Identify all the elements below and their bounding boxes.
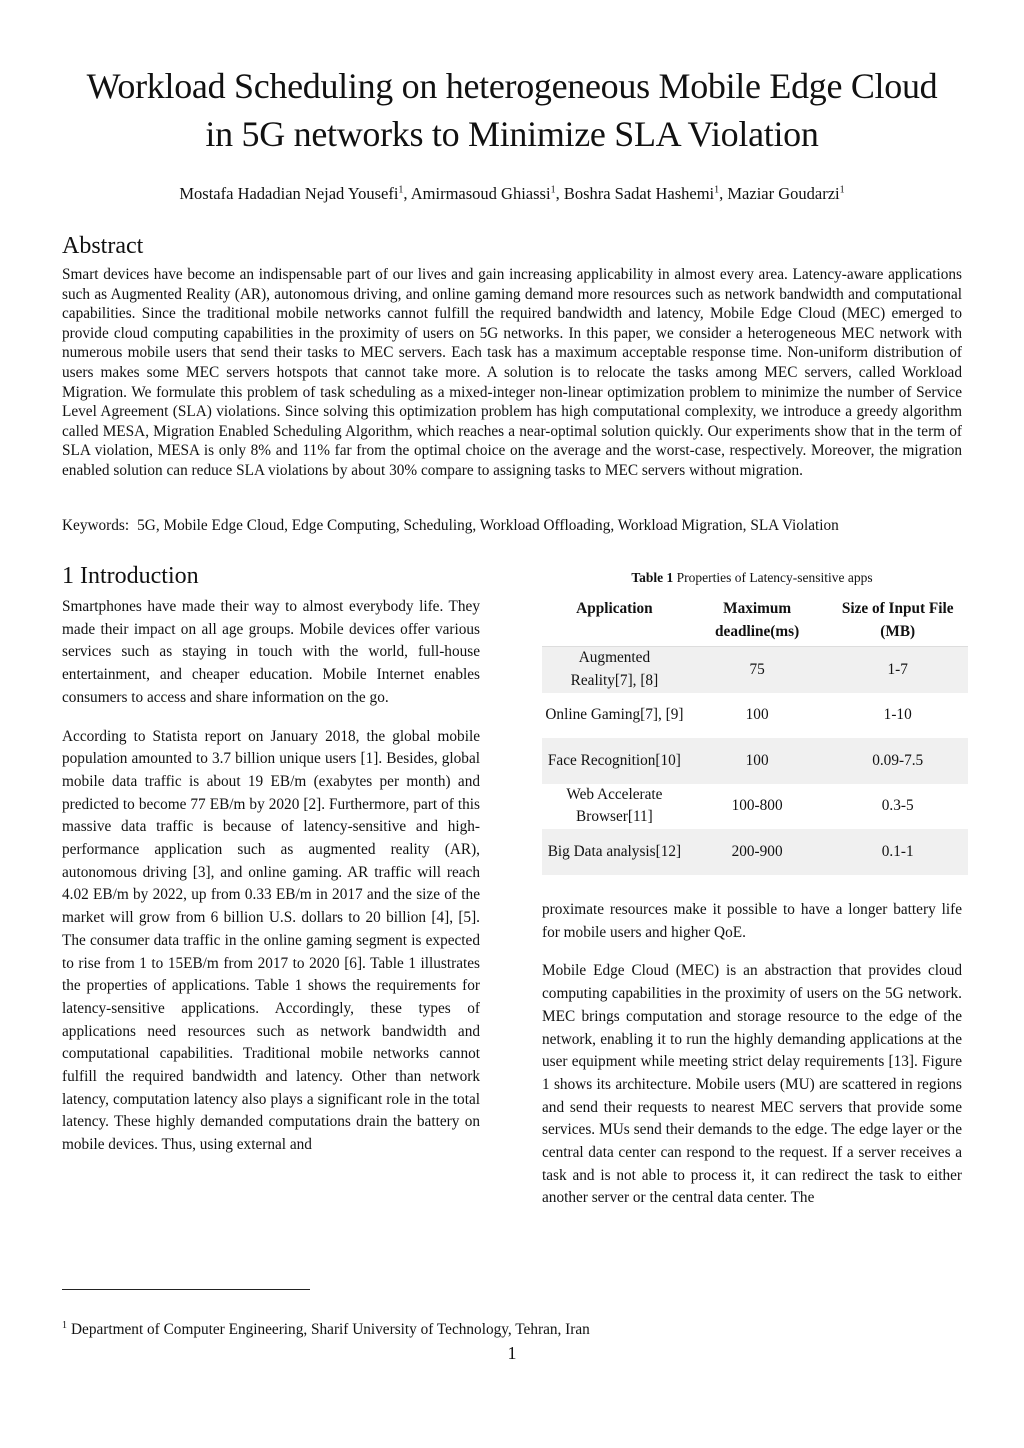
table-cell: Face Recognition[10]: [542, 738, 687, 784]
author-affiliation-marker: 1: [839, 184, 845, 196]
footnote-text: Department of Computer Engineering, Sharif University of Technology, Tehran, Iran: [71, 1321, 590, 1338]
author: [411, 184, 556, 203]
footnote-marker: 1: [62, 1319, 67, 1331]
table-header-cell: Maximum deadline(ms): [715, 600, 800, 640]
paper-title-line-1: Workload Scheduling on heterogeneous Mobile Edge Cloud: [86, 66, 938, 106]
table-header-row: [542, 598, 968, 647]
author-affiliation-marker: 1: [550, 184, 556, 196]
table-cell: 100: [687, 738, 828, 784]
table-cell: Online Gaming[7], [9]: [542, 693, 687, 739]
author: [179, 184, 403, 203]
abstract-heading: Abstract: [62, 233, 144, 259]
table-cell: Augmented Reality[7], [8]: [542, 647, 687, 693]
table-caption-label: Table 1: [631, 570, 674, 585]
table-cell: Big Data analysis[12]: [542, 829, 687, 875]
table-cell: 1-10: [827, 693, 968, 739]
keywords-label: Keywords:: [62, 517, 130, 534]
keywords-text: 5G, Mobile Edge Cloud, Edge Computing, Scheduling, Workload Offloading, Workload Migration, SLA Violation: [137, 517, 839, 534]
table-row: [542, 693, 968, 739]
author-name: Maziar Goudarzi: [727, 184, 840, 203]
author-affiliation-marker: 1: [398, 184, 404, 196]
footnote: [62, 1320, 962, 1340]
author-list: Mostafa Hadadian Nejad Yousefi$^1$, Amirmasoud Ghiassi$^1$, Boshra Sadat Hashemi$^1$, Maziar Goudarzi$^1$: [179, 184, 845, 203]
table-row: [542, 738, 968, 784]
properties-table: [542, 598, 968, 875]
paper-title: [40, 62, 984, 158]
author: [564, 184, 719, 203]
page-number: 1: [507, 1343, 517, 1363]
author-name: Amirmasoud Ghiassi: [410, 184, 551, 203]
table-cell: 0.09-7.5: [827, 738, 968, 784]
author: [727, 184, 844, 203]
keywords: [62, 516, 962, 536]
table-cell: Web Accelerate Browser[11]: [542, 784, 687, 830]
paragraph: proximate resources make it possible to have a longer battery life for mobile users and higher QoE.: [542, 901, 962, 941]
table-cell: 100: [687, 693, 828, 739]
paragraph: Smartphones have made their way to almost everybody life. They made their impact on all age groups. Mobile devices offer various services such as staying in touch with the world, full-house entertainment, and cheaper education. Mobile Internet enables consumers to access and share information on the go.: [62, 598, 480, 706]
paragraph: According to Statista report on January 2018, the global mobile population amounted to 3.7 billion unique users [1]. Besides, global mobile data traffic is about 19 EB/m (exabytes per month) and predicted to become 77 EB/m by 2020 [2]. Furthermore, part of this massive data traffic is because of latency-sensitive and high-performance application such as augmented reality (AR), autonomous driving [3], and online gaming. AR traffic will reach 4.02 EB/m by 2022, up from 0.33 EB/m in 2017 and the size of the market will grow from 6 billion U.S. dollars to 20 billion [4], [5]. The consumer data traffic in the online gaming segment is expected to rise from 1 to 15EB/m from 2017 to 2020 [6]. Table 1 illustrates the properties of applications. Table 1 shows the requirements for latency-sensitive applications. Accordingly, these types of applications need resources such as network bandwidth and computational capabilities. Traditional mobile networks cannot fulfill the required bandwidth and latency. Other than network latency, computation latency also plays a significant role in the total latency. These highly demanded computations drain the battery on mobile devices. Thus, using external and: [62, 727, 480, 1154]
abstract-text: Smart devices have become an indispensable part of our lives and gain increasing applicability in almost every area. Latency-aware applications such as Augmented Reality (AR), autonomous driving, and online gaming demand more resources such as network bandwidth and computational capabilities. Since the traditional mobile networks cannot fulfill the required bandwidth and latency, Mobile Edge Cloud (MEC) emerged to provide cloud computing capabilities in the proximity of users on 5G networks. In this paper, we consider a heterogeneous MEC network with numerous mobile users that send their tasks to MEC servers. Each task has a maximum acceptable response time. Non-uniform distribution of users makes some MEC servers hotspots that cannot take more. A solution is to relocate the tasks among MEC servers, called Workload Migration. We formulate this problem of task scheduling as a mixed-integer non-linear optimization problem to minimize the number of Service Level Agreement (SLA) violations. Since solving this optimization problem has high computational complexity, we introduce a greedy algorithm called MESA, Migration Enabled Scheduling Algorithm, which reaches a near-optimal solution quickly. Our experiments show that in the term of SLA violation, MESA is only 8% and 11% far from the optimal choice on the average and the worst-case, respectively. Moreover, the migration enabled solution can reduce SLA violations by about 30% compare to assigning tasks to MEC servers without migration.: [62, 266, 962, 479]
table-cell: 0.1-1: [827, 829, 968, 875]
right-column: [542, 899, 962, 1226]
table-row: [542, 647, 968, 693]
table-row: [542, 829, 968, 875]
table-cell: 200-900: [687, 829, 828, 875]
author-affiliation-marker: 1: [714, 184, 720, 196]
introduction-heading: 1 Introduction: [62, 563, 199, 589]
left-column: [62, 596, 480, 1173]
author-name: Boshra Sadat Hashemi: [563, 184, 715, 203]
table-header-cell: Size of Input File (MB): [841, 600, 954, 640]
author-name: Mostafa Hadadian Nejad Yousefi: [179, 184, 399, 203]
table-row: [542, 784, 968, 830]
paragraph: Mobile Edge Cloud (MEC) is an abstraction that provides cloud computing capabilities in the proximity of users on the 5G network. MEC brings computation and storage resource to the edge of the network, enabling it to run the highly demanding applications at the user equipment while meeting strict delay requirements [13]. Figure 1 shows its architecture. Mobile users (MU) are scattered in regions and send their requests to nearest MEC servers that provide some services. MUs send their demands to the edge. The edge layer or the central data center can respond to the request. If a server receives a task and is not able to process it, it can redirect the task to either another server or the central data center. The: [542, 962, 962, 1207]
table-caption-text: Properties of Latency-sensitive apps: [676, 570, 873, 585]
table-cell: 0.3-5: [827, 784, 968, 830]
table-cell: 75: [687, 647, 828, 693]
table-header-cell: Application: [576, 600, 653, 617]
table-cell: 100-800: [687, 784, 828, 830]
footnote-divider: [62, 1289, 310, 1290]
table-cell: 1-7: [827, 647, 968, 693]
paper-title-line-2: in 5G networks to Minimize SLA Violation: [205, 114, 819, 154]
table-caption: [542, 569, 962, 587]
